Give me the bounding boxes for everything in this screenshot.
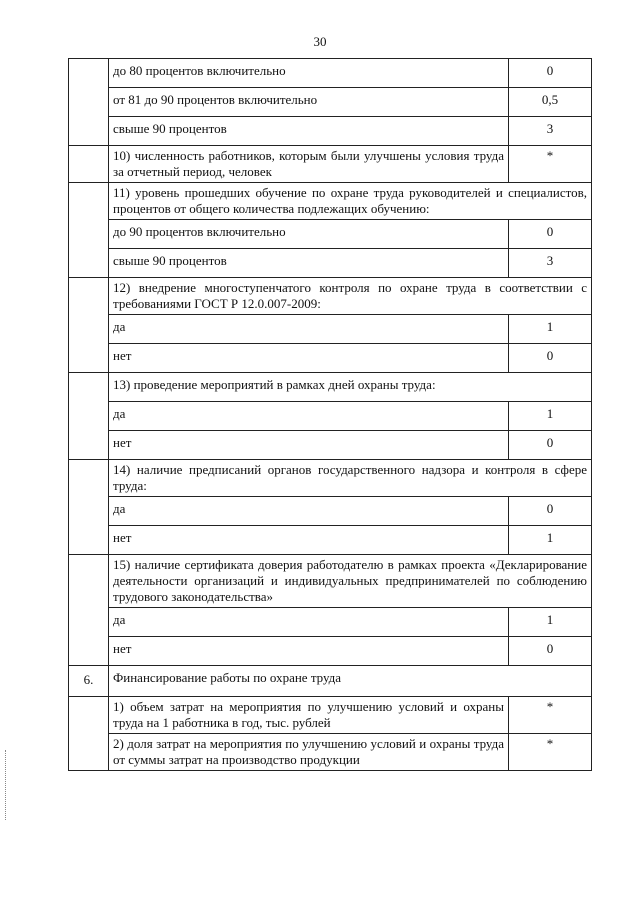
criterion-text: нет bbox=[109, 431, 509, 460]
score-value: 1 bbox=[509, 315, 592, 344]
score-value: 1 bbox=[509, 526, 592, 555]
table-row bbox=[69, 220, 592, 249]
score-value: 3 bbox=[509, 117, 592, 146]
table-row bbox=[69, 526, 592, 555]
table-row bbox=[69, 278, 592, 315]
criterion-text: свыше 90 процентов bbox=[109, 249, 509, 278]
criterion-text: нет bbox=[109, 526, 509, 555]
table-row bbox=[69, 697, 592, 734]
score-value: * bbox=[509, 734, 592, 771]
score-value: 1 bbox=[509, 608, 592, 637]
criterion-heading: 14) наличие предписаний органов государственного надзора и контроля в сфере труда: bbox=[109, 460, 592, 497]
score-value: 0 bbox=[509, 344, 592, 373]
score-value: 0 bbox=[509, 637, 592, 666]
criterion-text: до 80 процентов включительно bbox=[109, 59, 509, 88]
section-title: Финансирование работы по охране труда bbox=[109, 666, 592, 697]
table-row bbox=[69, 344, 592, 373]
table-row bbox=[69, 315, 592, 344]
criterion-heading: 13) проведение мероприятий в рамках дней охраны труда: bbox=[109, 373, 592, 402]
criterion-text: 10) численность работников, которым были улучшены условия труда за отчетный период, человек bbox=[109, 146, 509, 183]
number-cell bbox=[69, 183, 109, 278]
table-row bbox=[69, 402, 592, 431]
criterion-text: да bbox=[109, 497, 509, 526]
table-row bbox=[69, 117, 592, 146]
table-row bbox=[69, 59, 592, 88]
table-row bbox=[69, 608, 592, 637]
scan-edge-mark bbox=[5, 750, 8, 820]
criterion-text: да bbox=[109, 402, 509, 431]
table-row bbox=[69, 373, 592, 402]
page-number: 30 bbox=[313, 34, 327, 49]
criterion-heading: 12) внедрение многоступенчатого контроля по охране труда в соответствии с требованиями ГОСТ Р 12.0.007-2009: bbox=[109, 278, 592, 315]
table-row bbox=[69, 734, 592, 771]
score-value: * bbox=[509, 146, 592, 183]
table-row bbox=[69, 555, 592, 608]
criterion-text: 1) объем затрат на мероприятия по улучшению условий и охраны труда на 1 работника в год, тыс. рублей bbox=[109, 697, 509, 734]
criterion-text: нет bbox=[109, 637, 509, 666]
score-value: 1 bbox=[509, 402, 592, 431]
table-row bbox=[69, 183, 592, 220]
score-value: * bbox=[509, 697, 592, 734]
table-row bbox=[69, 497, 592, 526]
table-row bbox=[69, 460, 592, 497]
criterion-text: нет bbox=[109, 344, 509, 373]
score-value: 0 bbox=[509, 497, 592, 526]
criterion-text: да bbox=[109, 608, 509, 637]
criteria-table bbox=[68, 58, 592, 771]
score-value: 0 bbox=[509, 59, 592, 88]
criterion-text: до 90 процентов включительно bbox=[109, 220, 509, 249]
section-number: 6. bbox=[69, 666, 109, 697]
number-cell bbox=[69, 146, 109, 183]
table-row bbox=[69, 146, 592, 183]
criterion-text: да bbox=[109, 315, 509, 344]
table-row bbox=[69, 637, 592, 666]
criterion-text: свыше 90 процентов bbox=[109, 117, 509, 146]
table-row bbox=[69, 431, 592, 460]
score-value: 0 bbox=[509, 220, 592, 249]
number-cell bbox=[69, 373, 109, 460]
number-cell bbox=[69, 460, 109, 555]
score-value: 3 bbox=[509, 249, 592, 278]
number-cell bbox=[69, 697, 109, 771]
number-cell bbox=[69, 555, 109, 666]
table-row bbox=[69, 88, 592, 117]
number-cell bbox=[69, 278, 109, 373]
number-cell bbox=[69, 59, 109, 146]
criterion-text: 2) доля затрат на мероприятия по улучшению условий и охраны труда от суммы затрат на производство продукции bbox=[109, 734, 509, 771]
table-row bbox=[69, 249, 592, 278]
criterion-heading: 11) уровень прошедших обучение по охране труда руководителей и специалистов, процентов от общего количества подлежащих обучению: bbox=[109, 183, 592, 220]
criterion-text: от 81 до 90 процентов включительно bbox=[109, 88, 509, 117]
score-value: 0,5 bbox=[509, 88, 592, 117]
score-value: 0 bbox=[509, 431, 592, 460]
section-row bbox=[69, 666, 592, 697]
criterion-heading: 15) наличие сертификата доверия работодателю в рамках проекта «Декларирование деятельности организаций и индивидуальных предпринимателей по соблюдению трудового законодательства» bbox=[109, 555, 592, 608]
